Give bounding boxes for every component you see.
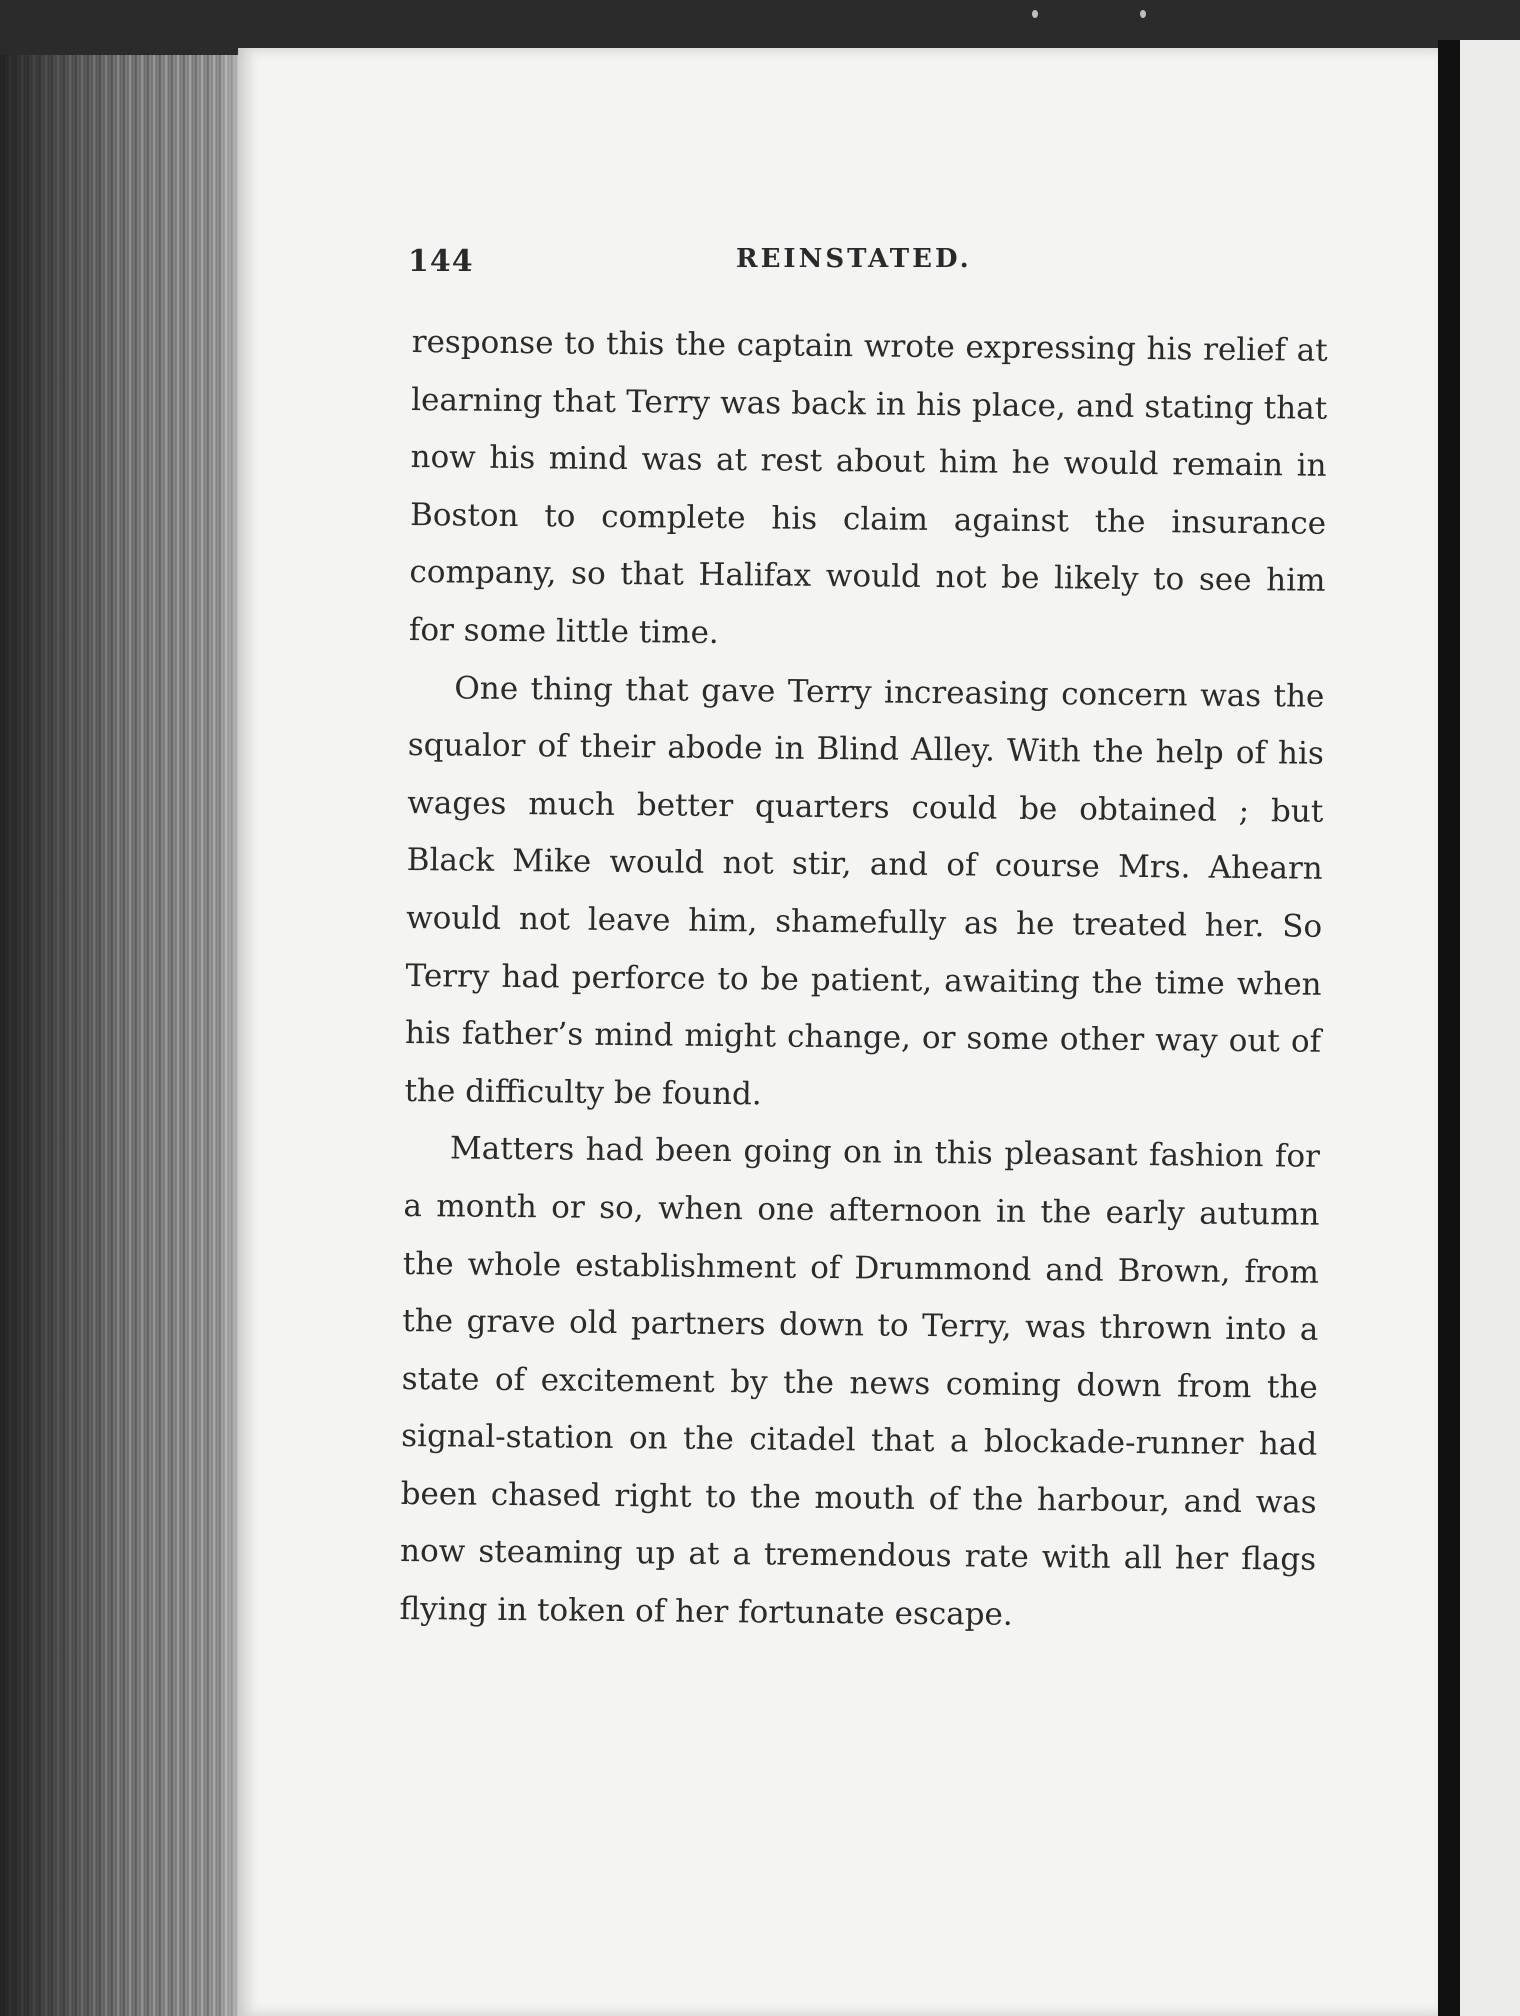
book-page-edges bbox=[0, 55, 240, 2016]
paragraph-terry-concern: One thing that gave Terry increasing concern was the squalor of their abode in Blind Alley. With the help of his wages much better quarters could be obtained ; but Black Mike would not stir, and of course Mrs. Ahearn would not leave him, shamefully as he treated her. So Terry had perforce to be patient, awaiting the time when his father’s mind might change, or some other way out of the difficulty be found. bbox=[404, 669, 1325, 1113]
paragraph-blockade-runner: Matters had been going on in this pleasant fashion for a month or so, when one afternoon in the early autumn the whole establishment of Drummond and Brown, from the grave old partners down to Terry, was thrown into a state of excitement by the news coming down from the signal-station on the citadel that a blockade-runner had been chased right to the mouth of the harbour, and was now steaming up at a tremendous rate with all her flags flying in token of her fortunate escape. bbox=[399, 1130, 1321, 1633]
paragraph-continued: response to this the captain wrote expressing his relief at learning that Terry was back in his place, and stating that now his mind was at rest about him he would remain in Boston to complete his claim against the insurance company, so that Halifax would not be likely to see him for some little time. bbox=[408, 323, 1328, 651]
running-head-title: REINSTATED. bbox=[736, 244, 972, 274]
body-text bbox=[399, 314, 1328, 1647]
page-number: 144 bbox=[408, 244, 474, 279]
dust-speck bbox=[1032, 10, 1038, 18]
running-head bbox=[408, 244, 1008, 284]
dust-speck bbox=[1140, 10, 1146, 18]
book-gutter bbox=[1438, 40, 1460, 2016]
facing-page-sliver bbox=[1460, 40, 1520, 2016]
